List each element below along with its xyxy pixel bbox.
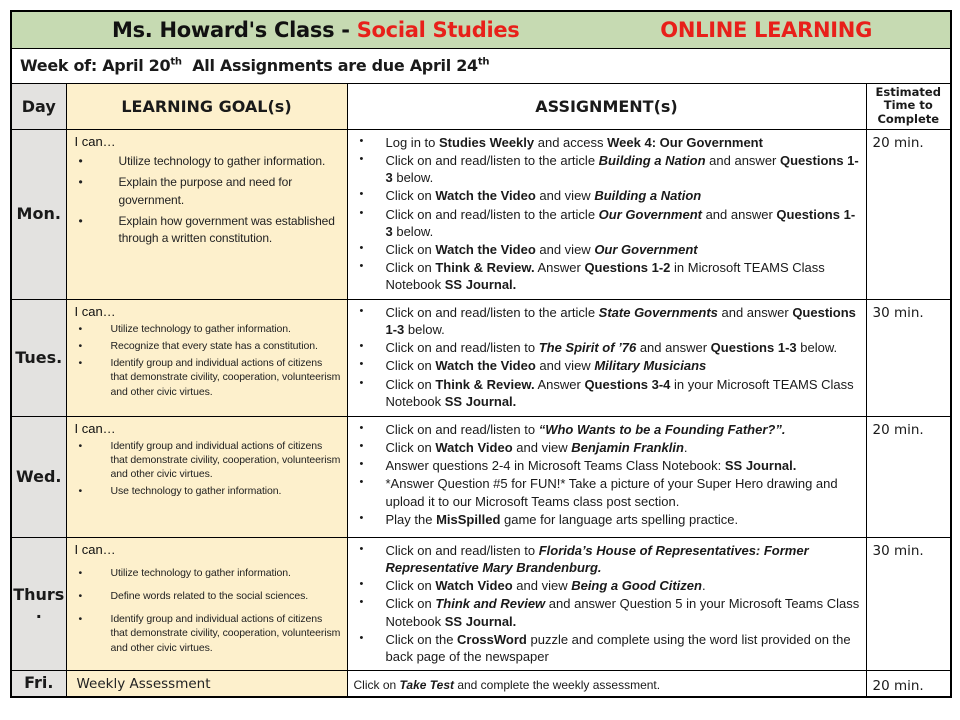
text-run: Watch Video	[435, 440, 513, 456]
title-row	[11, 11, 951, 48]
goals-heading: I can…	[74, 541, 116, 557]
text-run: Log in to	[385, 134, 439, 150]
text-run: Florida’s House of Representatives: Former Representative Mary Brandenburg.	[385, 542, 809, 576]
assignments-list	[352, 421, 860, 528]
text-run: and view	[512, 578, 572, 594]
subject-name: Social Studies	[356, 17, 520, 42]
column-header-estimated-time: Estimated Time to Complete	[866, 83, 951, 129]
text-run: Answer	[534, 259, 585, 275]
goal-item: • Recognize that every state has a constitution.	[75, 339, 342, 353]
text-run: Click on	[385, 578, 436, 594]
time-value: 20 min.	[872, 134, 924, 151]
text-run: and answer	[705, 153, 780, 169]
text-run: and answer Question 5 in your Microsoft Teams Class Notebook	[385, 596, 860, 629]
time-value: 30 min.	[872, 542, 924, 559]
assignments-list	[352, 304, 860, 410]
assignments-list	[352, 542, 860, 665]
text-run: Our Government	[598, 206, 702, 222]
goals-cell	[66, 299, 347, 416]
text-run: “Who Wants to be a Founding Father?”.	[538, 421, 786, 437]
text-run: Studies Weekly	[439, 134, 535, 150]
assignment-item	[352, 376, 860, 410]
text-run: Benjamin Franklin	[571, 440, 684, 456]
text-run: SS Journal.	[444, 277, 517, 293]
goals-list	[75, 322, 342, 399]
text-run: Watch the Video	[435, 188, 536, 204]
weekly-assessment-label: Weekly Assessment	[76, 675, 211, 692]
day-row-tues	[11, 299, 951, 416]
text-run: Questions 3-4	[584, 376, 671, 392]
day-label: Fri.	[24, 673, 54, 693]
text-run: and access	[534, 134, 608, 150]
text-run: Click on and read/listen to	[385, 542, 539, 558]
text-run: State Governments	[598, 304, 718, 320]
day-cell	[11, 537, 66, 670]
goals-cell	[66, 129, 347, 299]
time-cell	[866, 299, 951, 416]
assignments-cell	[347, 299, 866, 416]
column-header-row	[11, 83, 951, 129]
time-cell	[866, 416, 951, 537]
text-run: Take Test	[399, 677, 454, 692]
day-cell	[11, 670, 66, 697]
assignment-item	[352, 439, 860, 456]
text-run: Questions 1-3	[385, 304, 856, 338]
text-run: *Answer Question #5 for FUN!* Take a picture of your Super Hero drawing and upload it to our Microsoft Teams class post section.	[385, 476, 838, 509]
text-run: Watch the Video	[435, 358, 536, 374]
assignments-cell	[347, 129, 866, 299]
goals-cell	[66, 670, 347, 697]
text-run: and answer	[717, 304, 793, 320]
text-run: Click on the	[385, 631, 458, 647]
goal-item: • Explain the purpose and need for government.	[75, 174, 342, 209]
assignment-item	[352, 259, 860, 293]
assignment-item	[352, 631, 860, 665]
day-row-thurs	[11, 537, 951, 670]
time-cell	[866, 129, 951, 299]
goal-item: • Identify group and individual actions of citizens that demonstrate civility, cooperation, volunteerism and other civic virtues.	[75, 612, 342, 655]
assignment-item	[352, 542, 860, 576]
day-row-fri	[11, 670, 951, 697]
goal-item: • Explain how government was established through a written constitution.	[75, 213, 342, 248]
text-run: Click on	[385, 241, 436, 257]
text-run: Building a Nation	[598, 153, 706, 169]
goals-list	[75, 439, 342, 499]
text-run: Click on	[385, 596, 436, 612]
text-run: Click on and read/listen to	[385, 421, 539, 437]
text-run: Week 4: Our Government	[607, 134, 763, 150]
assignment-item	[352, 134, 860, 151]
assignment-item	[352, 421, 860, 438]
text-run: puzzle and complete using the word list provided on the back page of the newspaper	[385, 631, 851, 664]
goals-cell	[66, 416, 347, 537]
text-run: Questions 1-3	[710, 340, 797, 356]
assignment-item	[352, 304, 860, 338]
text-run: Click on and read/listen to the article	[385, 153, 599, 169]
schedule-rows	[11, 129, 951, 697]
day-cell	[11, 299, 66, 416]
text-run: and view	[512, 440, 572, 456]
text-run: SS Journal.	[444, 393, 517, 409]
day-label: Tues.	[15, 347, 63, 367]
goal-item: • Utilize technology to gather information.	[75, 322, 342, 336]
assignment-text	[352, 677, 860, 692]
text-run: MisSpilled	[436, 511, 501, 527]
goal-item: • Define words related to the social sciences.	[75, 589, 342, 603]
text-run: below.	[404, 322, 445, 338]
text-run: and view	[535, 241, 595, 257]
ordinal-suffix: th	[170, 56, 182, 68]
class-name: Ms. Howard's Class -	[112, 17, 357, 42]
time-cell	[866, 670, 951, 697]
goals-list	[75, 153, 342, 248]
ordinal-suffix: th	[477, 56, 490, 68]
column-header-day: Day	[11, 83, 66, 129]
text-run: game for language arts spelling practice.	[500, 511, 739, 527]
text-run: Military Musicians	[594, 358, 707, 374]
class-subject-title	[112, 18, 519, 42]
assignment-item	[352, 357, 860, 374]
page-title	[12, 18, 950, 42]
column-header-learning-goals: LEARNING GOAL(s)	[66, 83, 347, 129]
text-run: Our Government	[594, 241, 698, 257]
goal-item: • Identify group and individual actions of citizens that demonstrate civility, cooperation, volunteerism and other civic virtues.	[75, 439, 342, 482]
day-cell	[11, 129, 66, 299]
day-label: Thurs.	[13, 584, 65, 622]
text-run: Think and Review	[435, 596, 546, 612]
text-run: Building a Nation	[594, 188, 702, 204]
text-run: and answer	[636, 340, 711, 356]
text-run: below.	[392, 223, 434, 239]
due-date-text: All Assignments are due April 24	[181, 56, 478, 75]
time-value: 20 min.	[872, 677, 924, 694]
assignment-item	[352, 457, 860, 474]
column-header-assignments: ASSIGNMENT(s)	[347, 83, 866, 129]
assignments-cell	[347, 537, 866, 670]
text-run: Think & Review.	[435, 259, 535, 275]
assignment-item	[352, 152, 860, 186]
day-row-wed	[11, 416, 951, 537]
text-run: Watch Video	[435, 578, 513, 594]
text-run: Play the	[385, 511, 437, 527]
goals-heading: I can…	[74, 303, 116, 319]
week-of-text: Week of: April 20	[20, 56, 171, 75]
text-run: Questions 1-3	[385, 153, 859, 186]
online-learning-label: ONLINE LEARNING	[660, 17, 873, 42]
text-run: Think & Review.	[435, 376, 535, 392]
text-run: Click on	[385, 358, 436, 374]
text-run: .	[683, 440, 688, 456]
assignment-sheet	[10, 10, 950, 698]
text-run: Being a Good Citizen	[571, 578, 702, 594]
assignments-list	[352, 134, 860, 293]
text-run: SS Journal.	[724, 458, 797, 474]
text-run: Click on and read/listen to the article	[385, 304, 599, 320]
assignment-item	[352, 241, 860, 258]
text-run: Watch the Video	[435, 241, 536, 257]
day-cell	[11, 416, 66, 537]
text-run: Questions 1-2	[584, 259, 671, 275]
assignments-cell	[347, 670, 866, 697]
assignment-item	[352, 206, 860, 240]
assignment-item	[352, 577, 860, 594]
text-run: Click on	[353, 677, 400, 692]
text-run: Click on and read/listen to the article	[385, 206, 599, 222]
day-label: Mon.	[16, 204, 61, 224]
text-run: Answer questions 2-4 in Microsoft Teams Class Notebook:	[385, 458, 725, 474]
week-banner-row	[11, 48, 951, 83]
goal-item: • Utilize technology to gather information.	[75, 566, 342, 580]
text-run: and view	[535, 358, 595, 374]
goals-heading: I can…	[74, 420, 116, 436]
text-run: Click on	[385, 440, 436, 456]
text-run: Answer	[534, 376, 585, 392]
time-cell	[866, 537, 951, 670]
text-run: The Spirit of ’76	[538, 340, 637, 356]
assignment-item	[352, 595, 860, 629]
assignment-item	[352, 475, 860, 509]
assignment-item	[352, 187, 860, 204]
text-run: in Microsoft TEAMS Class Notebook	[385, 259, 825, 293]
text-run: in your Microsoft TEAMS Class Notebook	[385, 376, 854, 409]
text-run: and answer	[701, 206, 777, 222]
goals-cell	[66, 537, 347, 670]
goal-item: • Identify group and individual actions of citizens that demonstrate civility, cooperation, volunteerism and other civic virtues.	[75, 356, 342, 399]
text-run: below.	[796, 340, 838, 356]
text-run: Click on	[385, 376, 436, 392]
goals-heading: I can…	[74, 133, 116, 149]
text-run: .	[701, 578, 706, 594]
goal-item: • Use technology to gather information.	[75, 484, 342, 498]
assignment-table	[10, 10, 952, 698]
text-run: below.	[392, 170, 434, 186]
day-row-mon	[11, 129, 951, 299]
assignment-item	[352, 511, 860, 528]
goals-list	[75, 566, 342, 655]
time-value: 30 min.	[872, 304, 924, 321]
text-run: Click on	[385, 259, 436, 275]
day-label: Wed.	[16, 466, 62, 486]
goal-item: • Utilize technology to gather information.	[75, 153, 342, 170]
text-run: Questions 1-3	[385, 206, 856, 239]
assignments-cell	[347, 416, 866, 537]
assignment-item	[352, 339, 860, 356]
text-run: SS Journal.	[444, 613, 517, 629]
week-banner	[12, 56, 950, 75]
text-run: and complete the weekly assessment.	[453, 677, 661, 692]
week-banner-cell	[11, 48, 951, 83]
time-value: 20 min.	[872, 421, 924, 438]
text-run: Click on	[385, 188, 436, 204]
title-cell	[11, 11, 951, 48]
text-run: CrossWord	[457, 631, 527, 647]
text-run: Click on and read/listen to	[385, 340, 539, 356]
text-run: and view	[535, 188, 595, 204]
